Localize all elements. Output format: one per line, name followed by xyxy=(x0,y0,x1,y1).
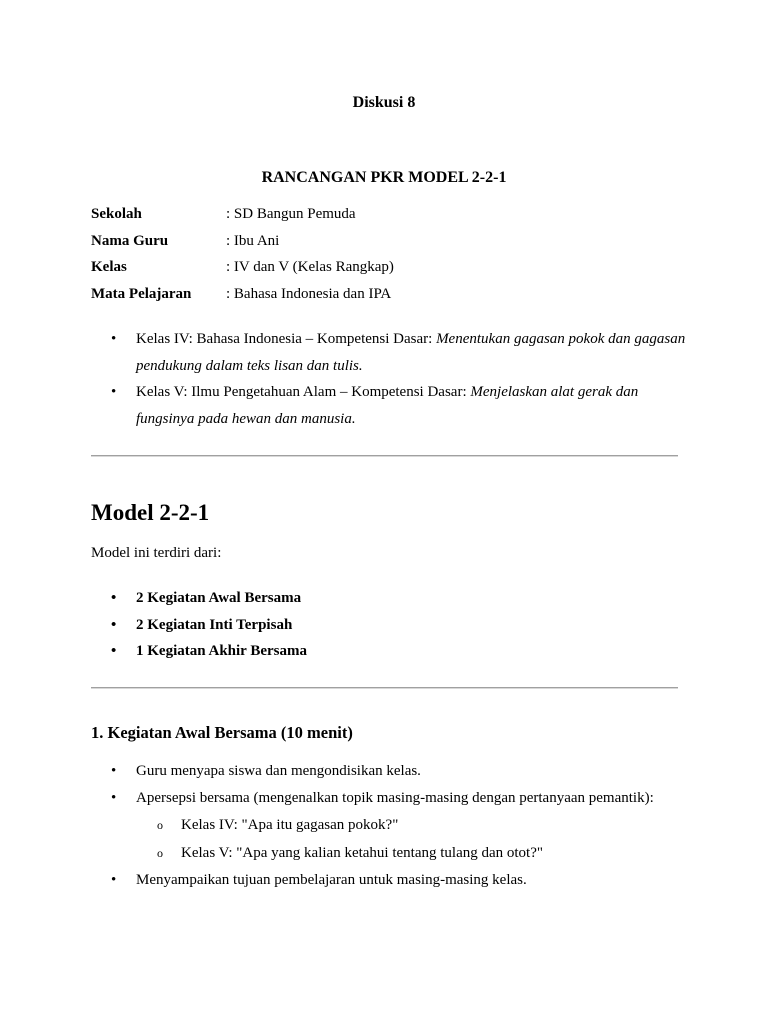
bullet-icon: • xyxy=(111,789,117,806)
model-item-list xyxy=(91,585,691,665)
sub-list-item-text: Kelas V: "Apa yang kalian ketahui tentang tulang dan otot?" xyxy=(181,844,544,861)
model-item-label: 1 Kegiatan Akhir Bersama xyxy=(136,643,307,660)
model-heading: Model 2-2-1 xyxy=(91,500,210,525)
bullet-icon: • xyxy=(111,590,117,606)
info-value: : IV dan V (Kelas Rangkap) xyxy=(226,259,394,275)
list-item-text: Guru menyapa siswa dan mengondisikan kelas. xyxy=(136,763,421,779)
info-row-kelas xyxy=(91,257,691,277)
divider xyxy=(91,455,678,457)
info-value: : Ibu Ani xyxy=(226,233,280,249)
bullet-icon: • xyxy=(111,872,117,889)
bullet-icon: • xyxy=(111,643,117,660)
bullet-icon: • xyxy=(111,384,117,401)
info-value: : Bahasa Indonesia dan IPA xyxy=(226,286,392,302)
info-row-nama-guru xyxy=(91,231,691,251)
competency-description: Menentukan gagasan pokok dan gagasan pendukung dalam teks lisan dan tulis. xyxy=(136,331,686,374)
list-item xyxy=(91,638,691,665)
model-item-label: 2 Kegiatan Inti Terpisah xyxy=(136,616,293,633)
list-item xyxy=(91,326,691,379)
info-label: Sekolah xyxy=(91,206,142,222)
bullet-icon: • xyxy=(111,763,117,779)
document-label: Diskusi 8 xyxy=(352,94,416,111)
competency-list xyxy=(91,326,691,433)
sub-list-item xyxy=(91,840,691,867)
sub-list-item-text: Kelas IV: "Apa itu gagasan pokok?" xyxy=(181,816,399,833)
competency-prefix: Kelas IV: Bahasa Indonesia – Kompetensi Dasar: xyxy=(136,331,437,347)
bullet-icon: • xyxy=(111,331,117,347)
info-label: Nama Guru xyxy=(91,233,169,249)
document-title: RANCANGAN PKR MODEL 2-2-1 xyxy=(261,169,507,186)
competency-description: Menjelaskan alat gerak dan fungsinya pada hewan dan manusia. xyxy=(136,384,639,428)
info-row-sekolah xyxy=(91,204,691,224)
list-item xyxy=(91,758,691,785)
list-item-text: Menyampaikan tujuan pembelajaran untuk masing-masing kelas. xyxy=(136,872,527,889)
list-item xyxy=(91,585,691,612)
info-value: : SD Bangun Pemuda xyxy=(226,206,356,222)
info-label: Mata Pelajaran xyxy=(91,286,192,302)
list-item xyxy=(91,867,691,894)
competency-prefix: Kelas V: Ilmu Pengetahuan Alam – Kompetensi Dasar: xyxy=(136,384,471,401)
model-intro: Model ini terdiri dari: xyxy=(91,545,222,561)
list-item xyxy=(91,612,691,639)
info-label: Kelas xyxy=(91,259,127,275)
section-heading: 1. Kegiatan Awal Bersama (10 menit) xyxy=(91,723,353,742)
section1-list xyxy=(91,758,691,894)
info-row-mata-pelajaran xyxy=(91,284,691,304)
model-item-label: 2 Kegiatan Awal Bersama xyxy=(136,590,302,606)
circle-bullet-icon: o xyxy=(157,845,163,860)
list-item xyxy=(91,379,691,432)
list-item xyxy=(91,785,691,812)
divider xyxy=(91,687,678,689)
sub-list-item xyxy=(91,812,691,839)
bullet-icon: • xyxy=(111,616,117,633)
list-item-text: Apersepsi bersama (mengenalkan topik masing-masing dengan pertanyaan pemantik): xyxy=(136,789,654,806)
circle-bullet-icon: o xyxy=(157,817,163,832)
